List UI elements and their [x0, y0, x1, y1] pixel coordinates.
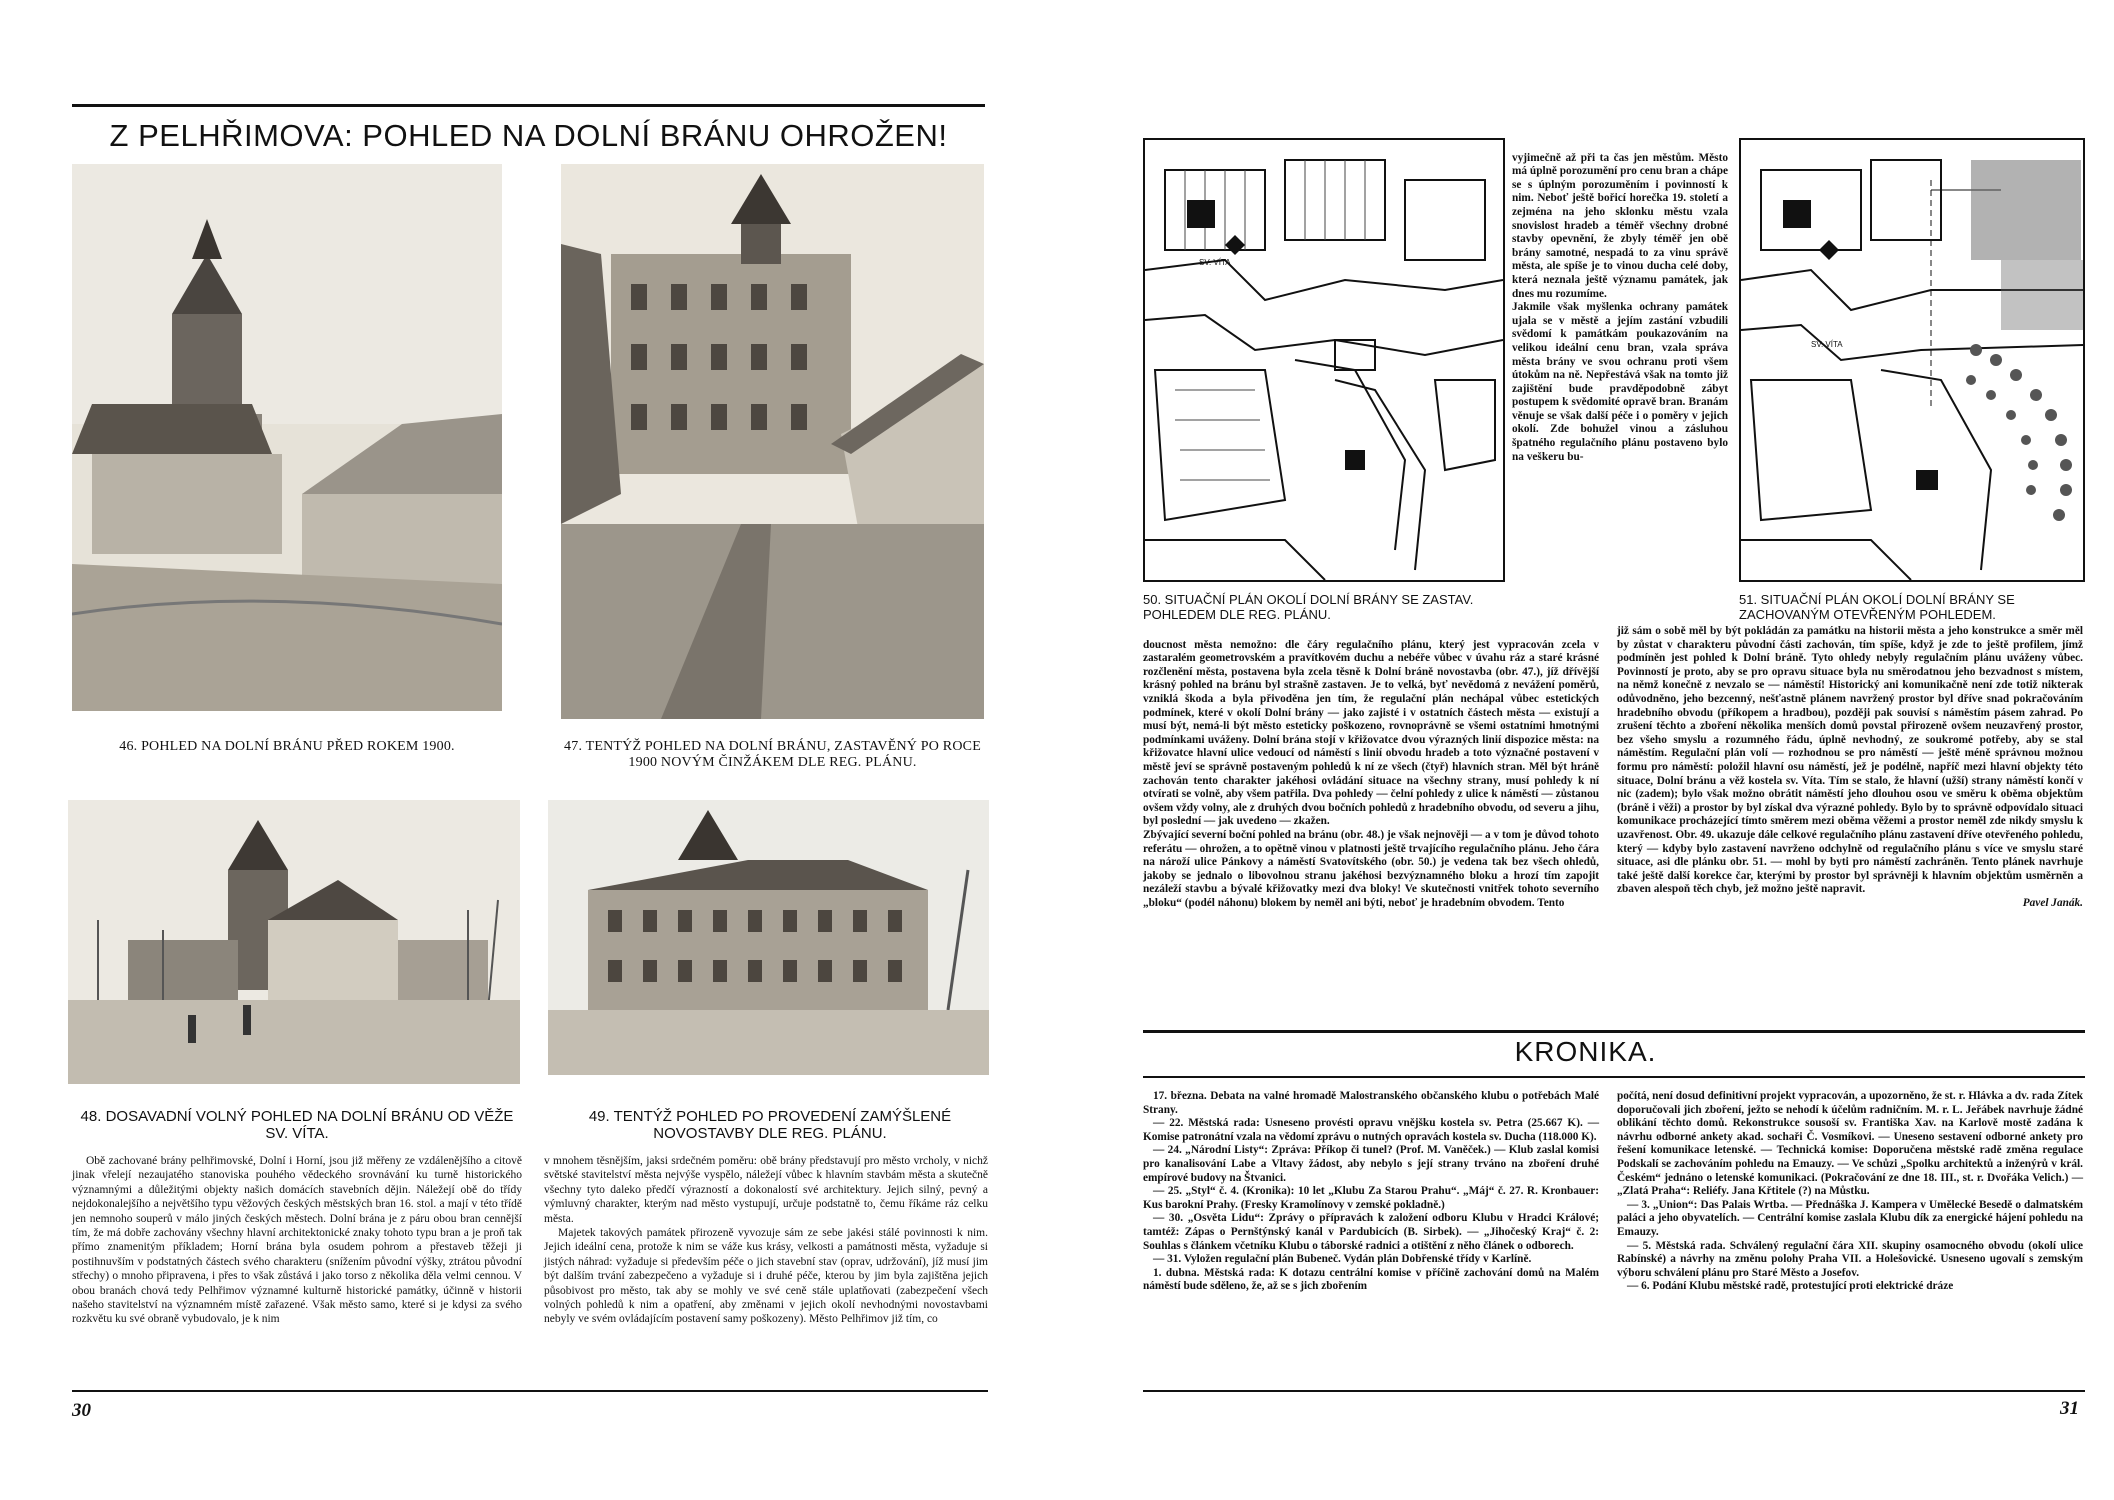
- kronika-entry: — 3. „Union“: Das Palais Wrtba. — Přednáška J. Kampera v Umělecké Besedě o dalmatském paláci a jeho obyvatelích. — Centrální komise zaslala Klubu dík za energické hájení pohledu na Emauzy.: [1617, 1198, 2083, 1238]
- photo-48: [68, 800, 520, 1084]
- kronika-column-right: [1617, 1090, 2083, 1294]
- bottom-rule-right: [1143, 1390, 2085, 1392]
- author-signature: Pavel Janák.: [2022, 896, 2083, 909]
- caption-49: 49. TENTÝŽ POHLED PO PROVEDENÍ ZAMÝŠLENÉ NOVOSTAVBY DLE REG. PLÁNU.: [588, 1108, 952, 1142]
- map-51-drawing: [1741, 140, 2083, 580]
- kronika-entry: — 22. Městská rada: Usneseno provésti opravu vnějšku kostela sv. Petra (25.667 K). — Komise patronátní vzala na vědomí zprávu o nutných opravách kostela sv. Ducha (118.000 K).: [1143, 1117, 1599, 1143]
- kronika-rule-bottom: [1143, 1076, 2085, 1078]
- article-column-left: [1143, 625, 1599, 924]
- map-50-label: SV. VÍTA: [1199, 258, 1231, 267]
- caption-48: 48. DOSAVADNÍ VOLNÝ POHLED NA DOLNÍ BRÁNU OD VĚŽE SV. VÍTA.: [80, 1108, 514, 1142]
- kronika-entry: — 25. „Styl“ č. 4. (Kronika): 10 let „Klubu Za Starou Prahu“. „Máj“ č. 27. R. Kronbauer: Kus barokní Prahy. (Fresky Kramolínovy v zemské pokladně.): [1143, 1185, 1599, 1211]
- kronika-entry: — 5. Městská rada. Schválený regulační čára XII. skupiny osamocného obvodu (okolí ulice Rabínské) a návrhy na změnu polohy Praha VII. a Holešovické. Usneseno ugovalí s zemským výboru schválení plánu pro Staré Město a Josefov.: [1617, 1239, 2083, 1279]
- body-column-2: [544, 1154, 988, 1327]
- photo-47-image: [561, 164, 984, 719]
- kronika-column-left: [1143, 1090, 1599, 1294]
- photo-49: [548, 800, 989, 1075]
- photo-46: [72, 164, 502, 711]
- kronika-entry: — 24. „Národní Listy“: Zpráva: Příkop či tunel? (Prof. M. Vaněček.) — Klub zaslal komisi pro kanalisování Labe a Vltavy žádost, aby nebylo s její strany trváno na zboření druhé empírové budovy na Štvanici.: [1143, 1144, 1599, 1184]
- map-50-drawing: [1145, 140, 1503, 580]
- map-50-caption: 50. SITUAČNÍ PLÁN OKOLÍ DOLNÍ BRÁNY SE ZASTAV. POHLEDEM DLE REG. PLÁNU.: [1143, 592, 1474, 622]
- photo-46-image: [72, 164, 502, 711]
- bottom-rule: [72, 1390, 988, 1392]
- page-title: Z PELHŘIMOVA: POHLED NA DOLNÍ BRÁNU OHROŽEN!: [109, 118, 948, 153]
- kronika-entry: počítá, není dosud definitivní projekt vypracován, a upozorněno, že st. r. Hlávka a dv. rada Zítek doporučovali jich zboření, ježto se nehodí k účelům radničním. M. r. L. Jeřábek navrhuje žádné oblikání těchto domů. Rekonstrukce sousoší sv. Františka Xav. na Karlově mostě zadána k návrhu odborné ankety akad. sochaři Č. Vosmíkovi. — Uneseno sestavení odborné ankety pro řešení komunikace letenské. — Technická komise: Doporučena městské radě změna regulace Podskalí se zachováním pohledu na Emauzy. — Ve schůzi „Spolku architektů a inženýrů v král. Českém“ jednáno o letenské komunikaci. (Pokračování ze dne 18. III., st. r. Dvořáka Velich.) — „Zlatá Praha“: Reliéfy. Jana Křtitele (?) na Můstku.: [1617, 1090, 2083, 1198]
- kronika-entry: — 6. Podání Klubu městské radě, protestující proti elektrické dráze: [1627, 1280, 1954, 1293]
- page-number: 31: [2060, 1398, 2079, 1419]
- body-paragraph: v mnohem těsnějším, jaksi srdečném poměru: obě brány představují pro město vrcholy, v nichž světské stavitelství města nejvýše vyspělo, náležejí vůbec k hlavním stavbám města a skutečně všechny tyto daleko předčí výrazností a dokonalostí své architektury. Jejich silný, pevný a výmluvný charakter, kterým nad město vystupují, určuje podstatně to, čemu říkáme ráz celku města.: [544, 1155, 988, 1225]
- photo-48-image: [68, 800, 520, 1084]
- caption-47: 47. TENTÝŽ POHLED NA DOLNÍ BRÁNU, ZASTAVĚNÝ PO ROCE 1900 NOVÝM ČINŽÁKEM DLE REG. PLÁNU.: [564, 739, 981, 770]
- kronika-rule: [1143, 1030, 2085, 1033]
- body-column-1: [72, 1154, 522, 1327]
- map-51: [1739, 138, 2085, 582]
- caption-46: 46. POHLED NA DOLNÍ BRÁNU PŘED ROKEM 1900.: [119, 739, 455, 754]
- photo-47: [561, 164, 984, 719]
- page-number: 30: [72, 1400, 91, 1421]
- kronika-entry: 17. března. Debata na valné hromadě Malostranského občanského klubu o potřebách Malé Strany.: [1143, 1090, 1599, 1116]
- map-51-caption: 51. SITUAČNÍ PLÁN OKOLÍ DOLNÍ BRÁNY SE ZACHOVANÝM OTEVŘENÝM POHLEDEM.: [1739, 592, 2015, 622]
- body-paragraph: Majetek takových památek přirozeně vyvozuje sám ze sebe jakési stálé povinnosti k nim. Jejich ideální cena, protože k nim se váže kus krásy, velkosti a památnosti města, vyžaduje si jistých náhrad: vyžaduje si především péče o jich stavební stav (oprav, udržování), jíž musí jim být dalším trvání zabezpečeno a vyžaduje si i druhé péče, kterou by jim byla zajištěna jejich působivost pro město, tak aby se mohly ve své ceně stále uplatňovati (zabezpečení všech volných pohledů k nim a opatření, aby změnami v jejich okolí nevhodnými novostavbami nebyly ve svém ovládajícím postavení samy poškozeny). Město Pelhřimov již tím, co: [544, 1227, 988, 1326]
- map-51-label: SV. VÍTA: [1811, 340, 1843, 349]
- kronika-entry: — 31. Vyložen regulační plán Bubeneč. Vydán plán Dobřenské třídy v Karlíně.: [1153, 1253, 1532, 1266]
- kronika-title: KRONIKA.: [1514, 1036, 1657, 1067]
- kronika-entry: 1. dubna. Městská rada: K dotazu centrální komise v příčině zachování domů na Malém náměstí bude sděleno, že, až se s jich zbořením: [1143, 1266, 1599, 1293]
- photo-49-image: [548, 800, 989, 1075]
- middle-column: [1512, 138, 1728, 478]
- map-50: [1143, 138, 1505, 582]
- article-paragraph: již sám o sobě měl by být pokládán za památku na historii města a jeho konstrukce a směr měl by zůstat v charakteru původní části zachován, tím spíše, když je zde to ještě profilem, jímž podmíněn jest pohled k Dolní bráně. Tyto ohledy nebyly regulačním plánu uváženy vůbec. Povinností je proto, aby se pro opravu situace byla nu směrodatnou jeho bezvadnost s místem, na němž konečně z nevzalo se — náměstí! Historický ani komunikačně není zde totiž nikterak odůvodněno, jeho bezcenný, nešťastně plánem navržený prostor byl dříve snad pokračováním hradebního obvodu (příkopem a hradbou), později pak souvisí s náměstím pásem zahrad. Po zrušení těchto a zboření několika menších domů povstal přirozeně ovšem neuzavřený prostor, bez všeho smyslu a rozumného řádu, úplně nevhodný, ze soukromé potřeby, aby se stal náměstím. Regulační plán volí — rozhodnou se pro náměstí — ještě méně správnou možnou formu pro náměstí: položil hlavní osu náměstí, jež je podélně, napříč mezi hlavní objekty této situace, Dolní bránu a věž kostela sv. Víta. Tím se stalo, že hlavní (užší) strany náměstí končí v nic (zadem); bylo však možno obrátit náměstí jeho dlouhou osou ve směru k oběma objektům (bráně i věži) a prostor by byl získal dva výrazné pohledy. Bylo by to správně odpovídalo situaci komunikace procházející tímto směrem mezi oběma věžemi a prostor neměl zde nikdy smyslu k uzavřenost. Obr. 49. ukazuje dále celkové regulačního plánu zastavení dříve otevřeného pohledu, který — kdyby bylo zastavení navrženo odchylně od regulačního plánu s více ve smyslu staré situace, asi dle plánku obr. 51. — mohl by byti pro náměstí zachráněn. Tento plánek navrhuje také ještě další korekce čar, kterými by prostor byl správněji k hlavním objektům usměrněn a zbaven alespoň těch chyb, jež možno ještě napravit.: [1617, 625, 2084, 896]
- article-paragraph: doucnost města nemožno: dle čáry regulačního plánu, který jest vypracován zcela v zastaralém geometrovském a pravítkovém duchu a nebéře vůbec v úvahu ráz a staré krásné rozčlenění města, postavena byla zcela těsně k Dolní bráně novostavba (obr. 47.), jíž dřívější krásný pohled na bránu byl strašně zastaven. Je to velká, byť nevědomá z nevážení poměrů, vzniklá škoda a byla přivoděna jen tím, že regulační plán nechápal vůbec estetických podmínek, které v okolí Dolní brány — jako zajisté i v ostatních částech města — existují a musí být, nemá-li být město esteticky poškozeno, rovnoprávně se všemi ostatními hmotnými podmínkami uváženy. Dolní brána stojí v křižovatce dvou výrazných linií dispozice města: na křižovatce hlavní ulice vedoucí od náměstí s linií obvodu hradeb a toto význačné postavení v městě jeví se správně postaveným pohledů k ní ze všech (čtyř) hlavních stran. Měl být hráně zachován tento charakter jakéhosi ovládání situace na všechny strany, musí pohledy k ní otvírati se volně, aby všem patřila. Dva pohledy — čelní pohledy z ulice k náměstí — zůstanou ovšem vždy volny, ale z druhých dvou bočních pohledů z hradebního obvodu, od severu a jihu, byl poslední — jak uvedeno — zkažen. Zbývající severní boční pohled na bránu (obr. 48.) je však nejnověji — a v tom je důvod tohoto referátu — ohrožen, a to opětně vinou v platnosti ještě trvajícího regulačního plánu. Jeho čára na nároží ulice Pánkovy a náměstí Svatovítského (obr. 50.) je vedena tak bez všech ohledů, jakoby se jednalo o libovolnou stranu jakéhosi bezvýznamného bloku a hrozí tím zapojit nezáleží stavbu a bývalé křižovatky mezi dva bloky! Ve skutečnosti vnitřek tohoto severního „bloku“ (podél náhonu) blokem by neměl ani býti, neboť je hradebním obvodem. Tento: [1143, 638, 1599, 909]
- right-page: [1057, 0, 2114, 1500]
- middle-paragraph: vyjimečně až při ta čas jen městům. Město má úplně porozumění pro cenu bran a chápe se s úplným porozuměním i povinností k nim. Neboť ještě bořicí horečka 19. století a zejména na jeho sklonku městu vzala snovislost hradeb a téměř všechny drobné stavby opevnění, že zbyly téměř jen obě brány samotné, nespadá to za vinu správě města, ale spíše je to vinou ducha celé doby, která neznala ještě významu památek, jak dnes mu rozumíme. Jakmile však myšlenka ochrany památek ujala se v městě a jejím zastání vzbudili svědomí k památkám poukazováním na velikou ideální cenu bran, vzala správa města brány ve svou ochranu proti všem útokům na ně. Nepřestává však na tomto již zajištění bude pravděpodobně zábyt postupem k svědomité opravě bran. Branám věnuje se však další péče i o poměry v jejich okolí. Zde bohužel vinou a zásluhou špatného regulačního plánu postaveno bylo na veškeru bu-: [1512, 151, 1728, 463]
- article-column-right: [1617, 625, 2083, 910]
- top-rule: [72, 104, 985, 107]
- kronika-entry: — 30. „Osvěta Lidu“: Zprávy o přípravách k založení odboru Klubu v Hradci Králové; tamtéž: Zápas o Pernštýnský kanál v Pardubicích (B. Sirbek). — „Jihočeský Kraj“ č. 2: Souhlas s článkem včetníku Klubu o táborské radnici a otištění z něho článek o odborech.: [1143, 1212, 1599, 1252]
- body-paragraph: Obě zachované brány pelhřimovské, Dolní i Horní, jsou již měřeny ze vzdálenějšího a citově jinak vřelejí nezaujatého stanoviska pouhého vědeckého srovnávání ku turně historického významnými a důležitými objekty našich domácích stavebních dějin. Náležejí obě do třídy nejdokonalejšího a největšího typu věžových českých městských bran 16. stol. a mají v této třídě jen nemnoho souperů v málo jiných českých městech. Dolní brána je z páru obou bran cennější tím, že má dobře zachovány všechny hlavní architektonické znaky tohoto typu bran a je proň tak přímo znamenitým příkladem; Horní brána byla osudem pohrom a přestaveb těžeji ji postihnuvším v podstatných částech svého charakteru (snížením původní výšky, ztrátou původní střechy) o mnoho připravena, i přes to však zůstává i jako torso z několika děla velmi cennou. V obou branách chová tedy Pelhřimov významné kulturně historické památky, účinně v historii našeho stavitelství na významném místě zařazené. Však město samo, které si je kdysi za svého rozkvětu ku své obraně vybudovalo, je k nim: [72, 1155, 522, 1326]
